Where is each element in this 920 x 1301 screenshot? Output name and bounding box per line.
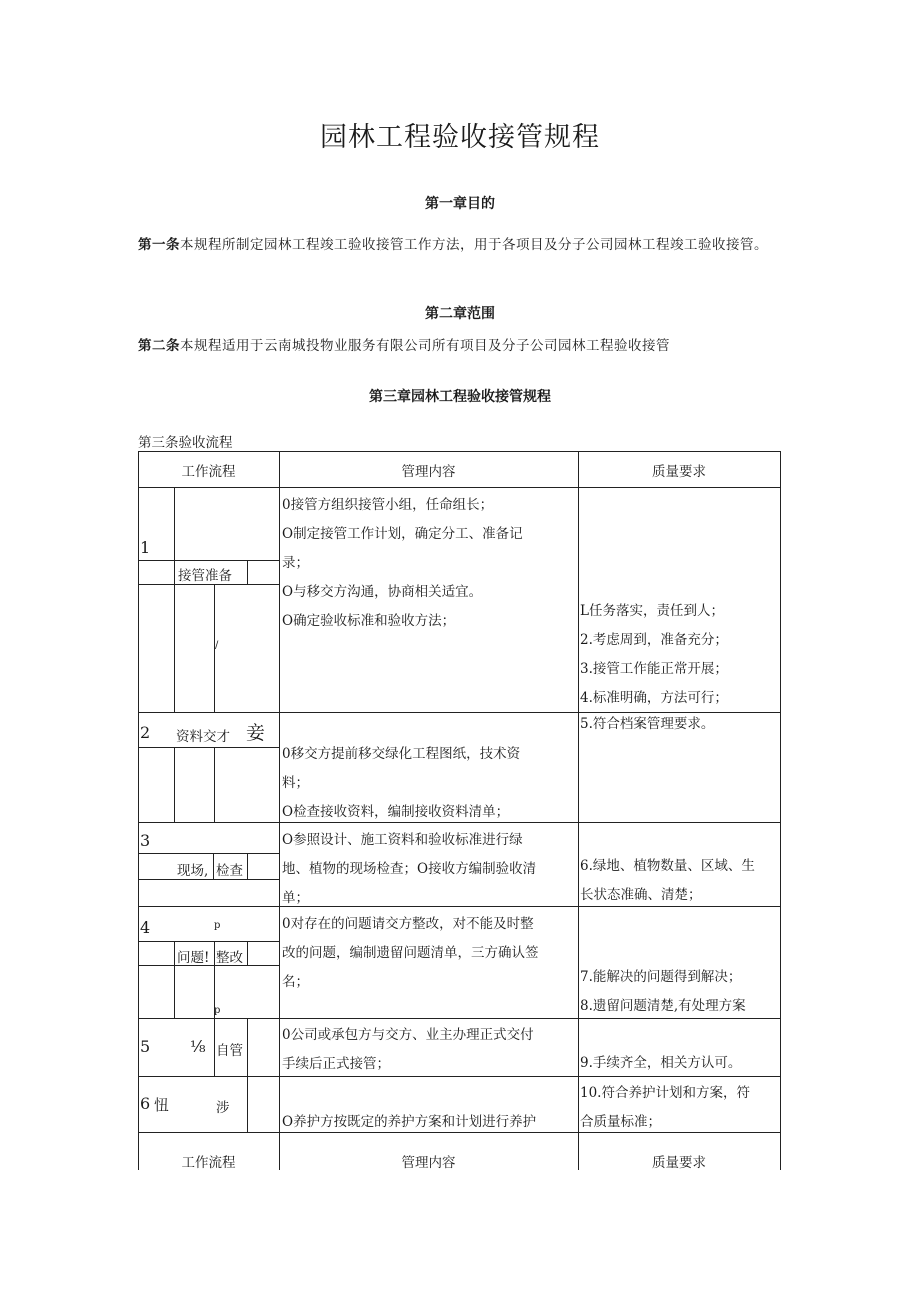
- header-content-repeat: 管理内容: [401, 1155, 456, 1171]
- chapter-2-heading: 第二章范围: [425, 306, 495, 322]
- row-6-content: O养护方按既定的养护方案和计划进行养护: [282, 1114, 537, 1130]
- article-1: [138, 230, 786, 260]
- row-6-number: 6: [140, 1094, 151, 1113]
- row-4-quality: 7.能解决的问题得到解决； 8.遗留问题清楚,有处理方案: [580, 969, 746, 1014]
- header-flow-repeat: 工作流程: [181, 1155, 236, 1171]
- row-4-content: 0对存在的问题请交方整改，对不能及时整 改的问题，编制遗留问题清单，三方确认签 名；: [282, 916, 539, 990]
- chapter-3-heading: 第三章园林工程验收接管规程: [369, 389, 551, 405]
- article-1-text: 本规程所制定园林工程竣工验收接管工作方法，用于各项目及分子公司园林工程竣工验收接管。: [180, 237, 768, 253]
- header-flow: 工作流程: [181, 464, 236, 480]
- row-5-name-b: 自管: [216, 1043, 243, 1059]
- row-1-content: 0接管方组织接管小组，任命组长； O制定接管工作计划，确定分工、准备记 录； O与移交方沟通，协商相关适宜。 O确定验收标准和验收方法；: [282, 497, 523, 629]
- row-3-name-a: 现场,: [177, 863, 209, 879]
- row-6-quality: 10.符合养护计划和方案，符 合质量标准；: [580, 1085, 750, 1130]
- row-6-name-b: 涉: [216, 1100, 230, 1116]
- row-1-quality: L任务落实，责任到人； 2.考虑周到，准备充分； 3.接管工作能正常开展； 4.标准明确，方法可行；: [580, 603, 728, 706]
- article-2-text: 本规程适用于云南城投物业服务有限公司所有项目及分子公司园林工程验收接管: [180, 338, 670, 354]
- document-title: 园林工程验收接管规程: [320, 122, 600, 153]
- row-3-number: 3: [140, 831, 151, 850]
- header-quality-repeat: 质量要求: [652, 1155, 706, 1171]
- row-3-content: O参照设计、施工资料和验收标准进行绿 地、植物的现场检查；O接收方编制验收清 单；: [282, 832, 537, 906]
- row-6-name-a: 忸: [154, 1096, 170, 1114]
- row-5-quality: 9.手续齐全，相关方认可。: [580, 1055, 742, 1071]
- header-quality: 质量要求: [652, 464, 706, 480]
- article-1-label: 第一条: [138, 237, 180, 253]
- row-2-extra: 妾: [246, 722, 266, 744]
- row-5-name-a: ⅛: [190, 1037, 206, 1056]
- article-2-label: 第二条: [138, 338, 180, 354]
- row-1-name: 接管准备: [178, 568, 232, 584]
- row-2-content: 0移交方提前移交绿化工程图纸，技术资 料； O检查接收资料，编制接收资料清单；: [282, 746, 521, 820]
- row-4-mark-lower: p: [214, 1005, 221, 1016]
- chapter-1-heading: 第一章目的: [425, 196, 495, 212]
- table-caption: 第三条验收流程: [138, 435, 233, 451]
- row-1-mark: /: [215, 640, 219, 651]
- row-5-number: 5: [140, 1037, 151, 1056]
- row-4-name-a: 问题!: [177, 950, 210, 966]
- row-2-quality: 5.符合档案管理要求。: [580, 716, 715, 732]
- row-2-name: 资料交才: [176, 729, 230, 745]
- row-3-name-b: 检查: [216, 863, 243, 879]
- header-content: 管理内容: [401, 464, 456, 480]
- row-5-content: 0公司或承包方与交方、业主办理正式交付 手续后正式接管；: [282, 1027, 534, 1072]
- row-4-name-b: 整改: [216, 950, 243, 966]
- row-4-mark: p: [214, 920, 221, 931]
- row-2-number: 2: [140, 723, 151, 742]
- row-4-number: 4: [140, 918, 151, 937]
- row-3-quality: 6.绿地、植物数量、区域、生 长状态准确、清楚；: [580, 858, 755, 903]
- article-2: [138, 331, 838, 361]
- row-1-number: 1: [140, 538, 151, 557]
